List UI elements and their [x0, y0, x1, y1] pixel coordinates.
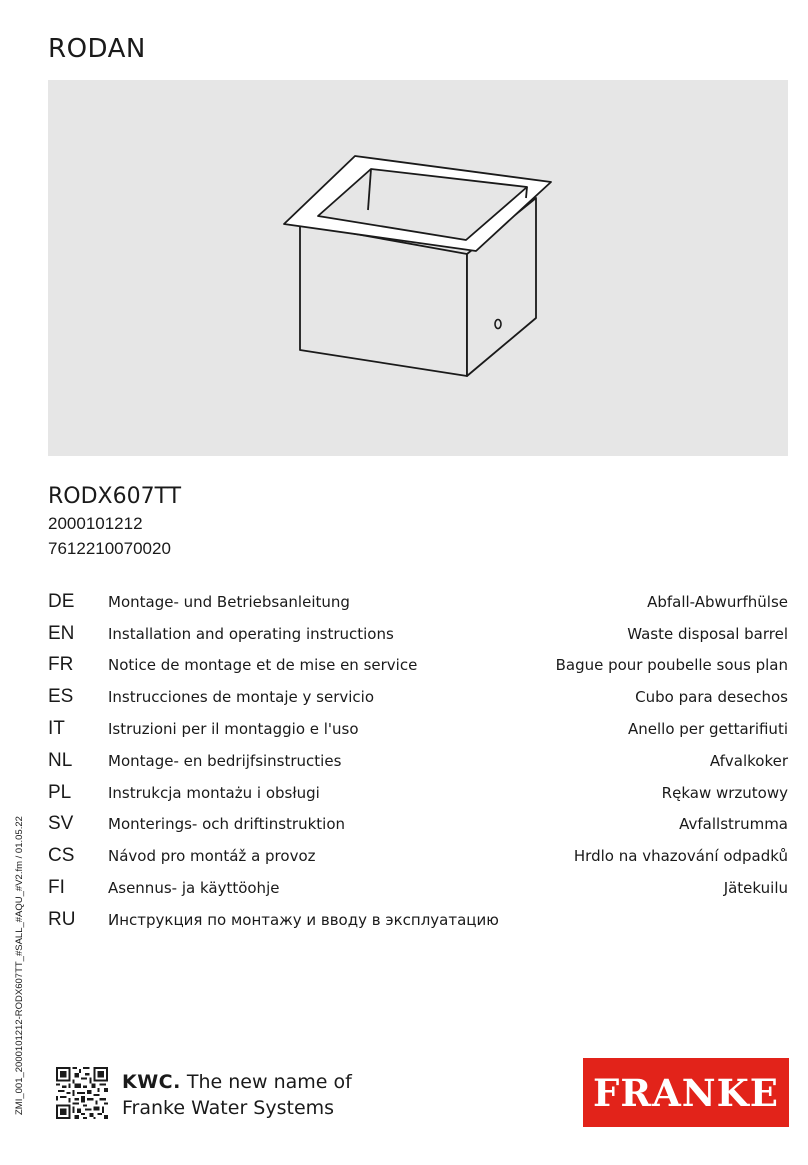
product-name: Waste disposal barrel [627, 624, 788, 643]
document-reference: ZMI_001_2000101212-RODX607TT_#SALL_#AQU_#V2.fm / 01.05.22 [14, 816, 25, 1115]
language-row-ru [48, 904, 788, 936]
kwc-logo: KWC. [122, 1071, 181, 1093]
language-code: PL [48, 781, 72, 803]
language-row-en [48, 618, 788, 650]
document-title: Instrucciones de montaje y servicio [108, 688, 375, 707]
language-row-it [48, 713, 788, 745]
language-row-nl [48, 745, 788, 777]
product-name: Avfallstrumma [679, 815, 788, 834]
language-code: DE [48, 590, 75, 612]
language-row-es [48, 681, 788, 713]
language-code: IT [48, 718, 65, 740]
article-number: 2000101212 [48, 514, 143, 533]
document-title: Notice de montage et de mise en service [108, 656, 418, 675]
language-code: FR [48, 654, 74, 676]
language-code: SV [48, 813, 74, 835]
product-name: Rękaw wrzutowy [661, 783, 788, 802]
document-title: Návod pro montáž a provoz [108, 847, 316, 866]
language-code: RU [48, 908, 76, 930]
product-name: Abfall-Abwurfhülse [647, 592, 788, 611]
language-row-cs [48, 840, 788, 872]
document-title: Installation and operating instructions [108, 624, 394, 643]
language-code: ES [48, 686, 74, 708]
kwc-tagline-text: The new name of [180, 1071, 352, 1093]
language-list [48, 586, 788, 936]
product-name: Anello per gettarifiuti [627, 720, 788, 739]
qr-code-icon [56, 1067, 108, 1119]
ean-number: 7612210070020 [48, 539, 171, 558]
product-family-title: RODAN [48, 34, 146, 64]
product-name: Bague pour poubelle sous plan [555, 656, 788, 675]
language-code: CS [48, 845, 75, 867]
model-number: RODX607TT [48, 484, 182, 509]
kwc-tagline-line1 [122, 1071, 352, 1093]
language-row-pl [48, 777, 788, 809]
product-name: Hrdlo na vhazování odpadků [573, 847, 788, 866]
document-title: Montage- und Betriebsanleitung [108, 592, 350, 611]
product-illustration [48, 80, 788, 456]
franke-logo [583, 1058, 789, 1127]
document-title: Инструкция по монтажу и вводу в эксплуатацию [108, 910, 499, 929]
language-row-sv [48, 809, 788, 841]
document-title: Istruzioni per il montaggio e l'uso [108, 720, 359, 739]
product-name: Cubo para desechos [635, 688, 788, 707]
language-code: EN [48, 622, 75, 644]
document-title: Monterings- och driftinstruktion [108, 815, 346, 834]
language-row-de [48, 586, 788, 618]
product-name: Afvalkoker [709, 751, 788, 770]
document-title: Montage- en bedrijfsinstructies [108, 751, 342, 770]
document-title: Instrukcja montażu i obsługi [108, 783, 320, 802]
language-row-fr [48, 650, 788, 682]
franke-logo-text: FRANKE [593, 1070, 779, 1115]
document-title: Asennus- ja käyttöohje [108, 879, 280, 898]
language-row-fi [48, 872, 788, 904]
language-code: NL [48, 749, 73, 771]
kwc-tagline-line2: Franke Water Systems [122, 1097, 335, 1119]
waste-barrel-drawing [48, 80, 788, 456]
product-name: Jätekuilu [723, 879, 788, 898]
language-code: FI [48, 877, 65, 899]
